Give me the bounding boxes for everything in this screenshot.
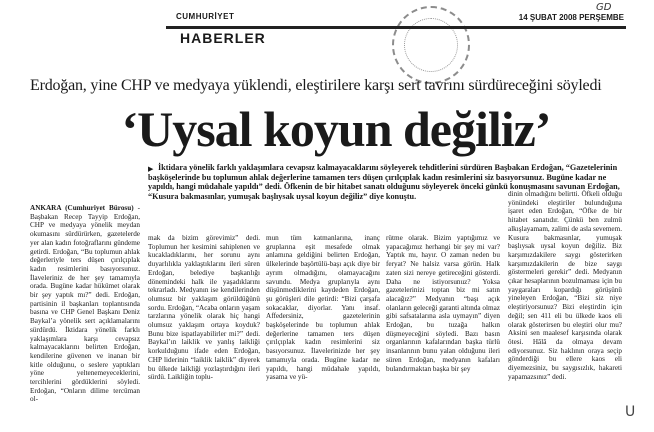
lead-arrow-icon: ▶ [148,165,154,173]
page-mark: U [625,404,636,420]
article-column-3 [266,234,380,426]
subheadline: Erdoğan, yine CHP ve medyaya yüklendi, eleştirilere karşı sert tavrını sürdüreceğini söyledi [30,77,602,94]
issue-date: 14 ŞUBAT 2008 PERŞEMBE [518,13,624,22]
article-column-1 [30,204,140,426]
column-1-text: - Başbakan Recep Tayyip Erdoğan, CHP ve medyaya yönelik meydan okumasını sürdürürken, gazetelerde yer alan kadın fotoğraflarını gündeme getirdi. Erdoğan, “Bu toplumun ahlak değerleriyle ters düşen çırılçıplak kadın resimlerini basıyorsunuz. İlaveleriniz de her şey tamamıyla orada. Bugüne kadar hükümet olarak bir şey yaptık mı?” dedi. Erdoğan, partisinin il başkanları toplantısında basına ve CHP Genel Başkanı Deniz Baykal’a yönelik sert açıklamalarını sürdürdü. İktidara yönelik farklı yaklaşımlara karşı cevapsız kalmayacaklarını belirten Erdoğan, kendilerine güvenen ve inanan bir kitle olduğunu, o seslere yaptıkları yöne yeltenemeyeceklerini, tercihlerini gördüklerini söyledi. Erdoğan, “Onların dilime tercüman ol- [30,204,140,404]
masthead: CUMHURİYET [176,12,235,21]
article-column-2 [148,234,260,426]
handwritten-note: GD [596,2,612,13]
column-4-text: rütme olarak. Bizim yaptığımız ve yapacağımız herhangi bir şey mi var? Yaptık mı, hayır. O zaman neden bu feryat? Ne halsiz varsa görün. Halk zaten sizi nereye getireceğini gösterdi. Daha ne istiyorsunuz? Yoksa gazetelerinizi toptan biz mi satın alacağız?” Medyanın “başı açık olanların geleceği garanti altında olmaz gibi safsatalarına asla uymayın” diyen Erdoğan, bu tuzağa halkın düşmeyeceğini söyledi. Bazı basın organlarının kafalarından başka türlü insanlarının bunu yalan olduğunu ileri süren Erdoğan, medyanın kafaları bulandırmaktan başka bir şey [386,234,500,373]
headline: ‘Uysal koyun değiliz’ [121,101,551,157]
column-5-text: dinin olmadığını belirtti. Öfkeli olduğu yönündeki eleştiriler bulunduğuna işaret eden Erdoğan, “Öfke de bir hitabet sanatıdır. Çünkü ben zulmü alkışlayamam, zalimi de asla sevemem. Kusura bakmasınlar, yumuşak başlıysak uysal koyun değiliz. Biz karşımızdakilere saygı gösterirken karşımızdakilerin de bize saygı göstermeleri gerekir” dedi. Medyanın çıkar hesaplarının bozulmaması için bu yaygaraları kopardığı görüşünü yineleyen Erdoğan, “Bizi siz niye eleştiriyorsunuz? Bizi eleştirdin için değil; sen 411 eli bu ülkede kaos eli olarak gösterirsen bu eleştiri olur mu? Aksini sen maalesef karşısında olarak ötesi. Hâlâ da olmaya devam ediyorsunuz. Siz haklının oraya seçip gönderdiği bu ellere kaos eli diyemezsiniz, bu saygısızlık, hakareti yapamazsınız” dedi. [508,190,622,381]
section-title: HABERLER [180,30,272,46]
lead-text: İktidara yönelik farklı yaklaşımlara cevapsız kalmayacaklarını söyleyerek tehditlerini sürdüren Başbakan Erdoğan, “Gazetelerinin başköşelerinde bu toplumun ahlak değerlerine tamamen ters düşen çırılçıplak kadın resimlerini siz basıyorsunuz. Bugüne kadar ne yapıldı, hangi müdahale yapıldı” dedi. Öfkenin de bir hitabet sanatı olduğunu söyleyerek önceki günkü konuşmasını savunan Erdoğan, “Kusura bakmasınlar, yumuşak başlıysak uysal koyun değiliz” diye konuştu. [148,163,620,201]
dateline: ANKARA (Cumhuriyet Bürosu) [30,204,134,212]
column-2-text: mak da bizim görevimiz” dedi. Toplumun her kesimini sahiplenen ve kucakladıklarını, her sorunu aynı duyarlılıkla yaklaştıklarını ileri süren Erdoğan, belediye başkanlığı dönemindeki halk ile yaşadıklarını tekrarladı. Medyanın ise kendilerinden olumsuz bir yaklaşım görüldüğünü sordu. Erdoğan, “Acaba onların yaşam tarzlarına yönelik olarak hiç hangi olumsuz yaklaşım ortaya koyduk? Bunu bize ispatlayabilirler mi?” dedi. Baykal’ın laiklik ve yanlış laikliği korkulduğunu ifade eden Erdoğan, CHP liderinin “laiklik laiklik” diyerek bu ülkede laikliği yozlaştırdığını ileri sürdü. Laikliğin toplu- [148,234,260,382]
column-3-text: mun tüm katmanlarına, inanç gruplarına eşit mesafede olmak anlamına geldiğini belirten Erdoğan, ülkelerinde başörtülü-başı açık diye bir ayrım olmadığını, olamayacağını savundu. Medya gruplarıyla aynı düşünmediklerini kaydeden Erdoğan, şu görüşleri dile getirdi: “Bizi çarşafa sokacaklar, diyorlar. Yanı insaf. Affedersiniz, gazetelerinin başköşelerinde bu toplumun ahlak değerlerine tamamen ters düşen çırılçıplak kadın resimlerini siz basıyorsunuz. İlavelerinizde her şey tamamıyla orada. Bugüne kadar ne yapıldı, hangi müdahale yapıldı, yasama ve yü- [266,234,380,382]
article-column-4 [386,234,500,426]
article-column-5 [508,190,622,426]
